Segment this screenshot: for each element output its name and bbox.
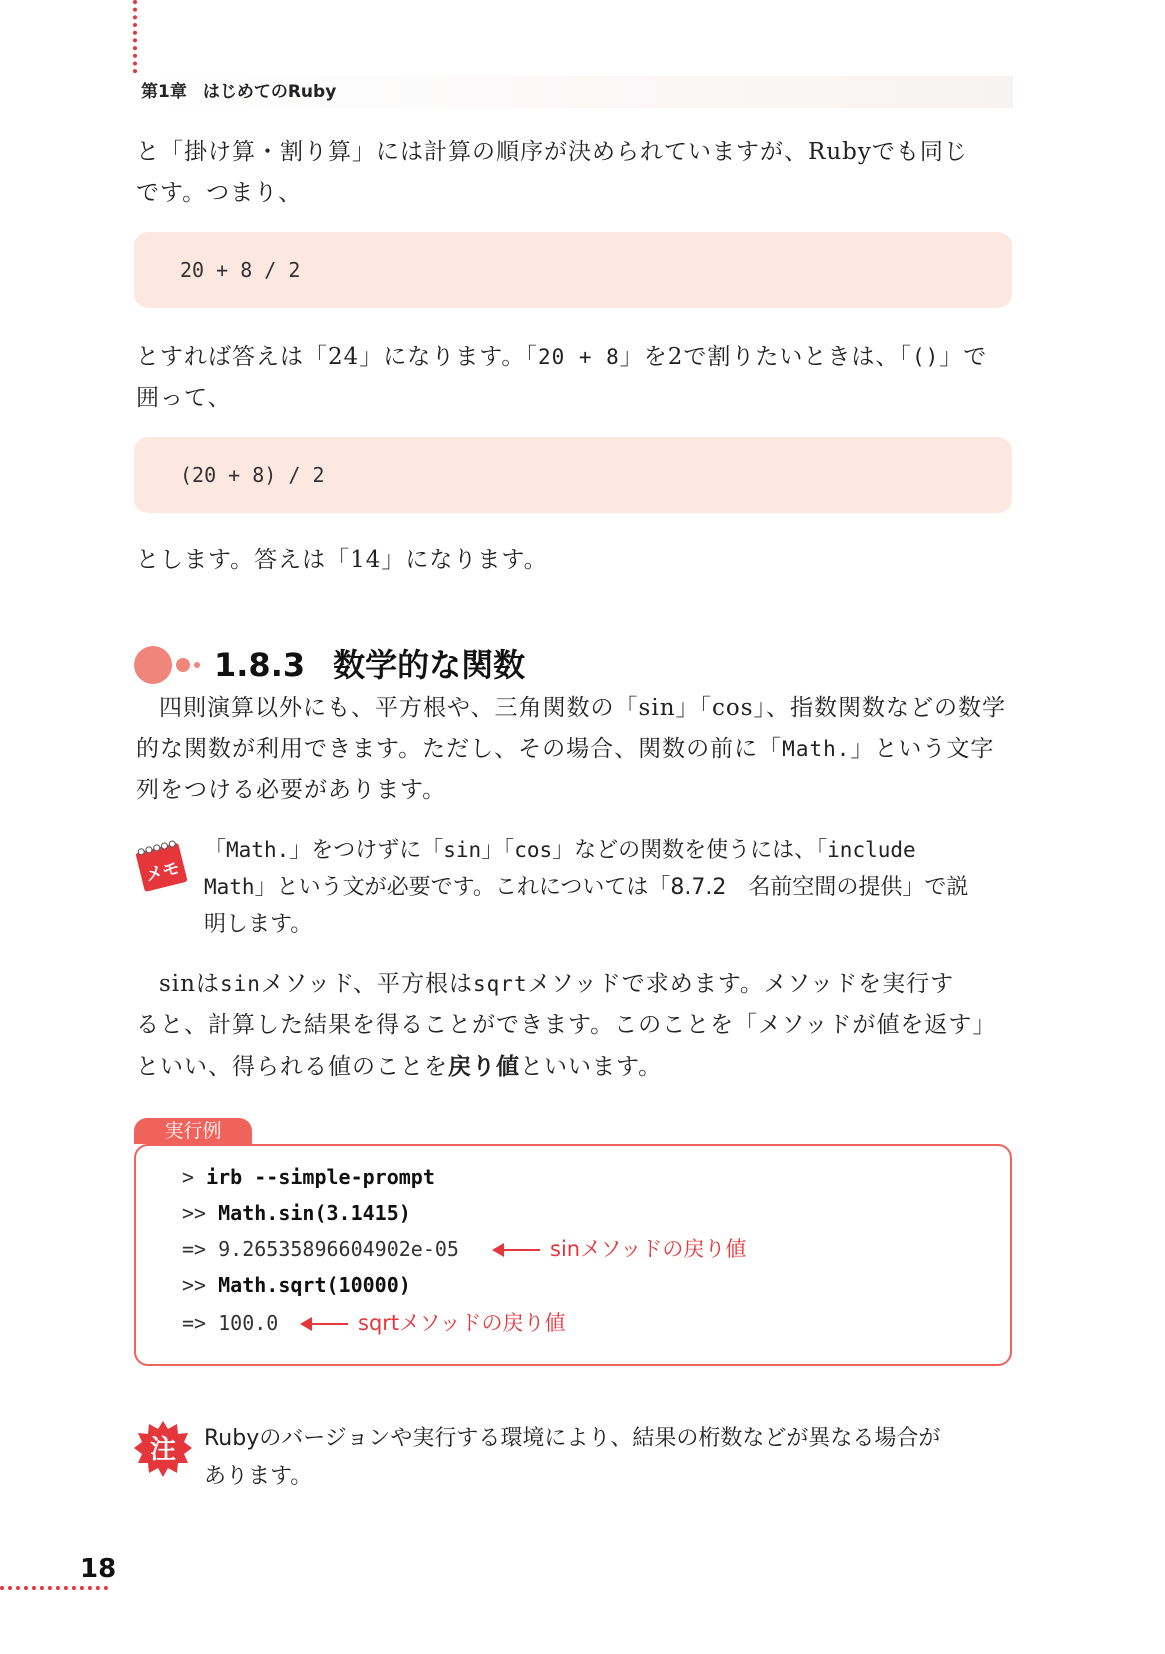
text-line: 明します。	[204, 912, 313, 937]
arrow-left-icon	[494, 1249, 540, 1251]
text-line: Rubyのバージョンや実行する環境により、結果の桁数などが異なる場合が	[204, 1426, 941, 1451]
text-span: とすれば答えは「24」になります。「	[136, 344, 538, 370]
text-span: 」をつけずに「	[289, 838, 444, 863]
running-head	[133, 76, 1013, 108]
bold-term: 戻り値	[448, 1053, 520, 1080]
text-span: 」という文が必要です。これについては「8.7.2 名前空間の提供」で説	[254, 875, 969, 900]
paragraph-5	[136, 964, 1010, 1088]
text-line: と「掛け算・割り算」には計算の順序が決められていますが、Rubyでも同じ	[136, 139, 968, 165]
text-line	[204, 832, 1012, 869]
paragraph-4	[136, 688, 1010, 811]
prompt: >	[182, 1165, 207, 1189]
text-span: 」で	[939, 344, 988, 370]
section-number: 1.8.3	[214, 646, 306, 684]
example-line	[182, 1306, 278, 1340]
section-heading	[134, 640, 734, 690]
code-block-1: 20 + 8 / 2	[134, 232, 1012, 308]
annotation-text: sqrtメソッドの戻り値	[358, 1311, 566, 1335]
text-span: 」を2で割りたいときは、「	[619, 344, 912, 370]
output-value: 100.0	[218, 1311, 279, 1335]
example-tab-label: 実行例	[134, 1118, 252, 1144]
annotation-sin	[494, 1232, 746, 1266]
inline-code: sin	[443, 838, 482, 862]
paragraph-3: とします。答えは「14」になります。	[136, 547, 548, 573]
inline-code: sin	[219, 972, 261, 996]
text-span: sinは	[159, 971, 220, 997]
section-bullet-icon	[134, 646, 172, 684]
prompt: =>	[182, 1311, 219, 1335]
output-value: 9.26535896604902e-05	[218, 1237, 459, 1261]
memo-icon	[134, 837, 192, 897]
example-line	[182, 1196, 411, 1230]
text-line: 囲って、	[136, 385, 232, 411]
paragraph-1	[136, 132, 1010, 214]
chapter-number: 第1章	[141, 82, 187, 102]
example-box	[134, 1144, 1012, 1366]
text-line: ると、計算した結果を得ることができます。このことを「メソッドが値を返す」	[136, 1012, 997, 1038]
inline-code: include	[827, 838, 916, 862]
note-icon	[134, 1420, 192, 1478]
text-span: メソッドで求めます。メソッドを実行す	[527, 971, 955, 997]
inline-code: Math.	[782, 737, 851, 761]
text-span: メソッド、平方根は	[260, 971, 474, 997]
text-span: といいます。	[520, 1054, 663, 1080]
prompt: >>	[182, 1201, 219, 1225]
memo-box	[204, 832, 1012, 943]
bottom-dotted-rule	[0, 1586, 108, 1590]
inline-code: Math	[204, 875, 255, 899]
example-line	[182, 1232, 459, 1266]
input-code: Math.sqrt(10000)	[218, 1273, 411, 1297]
section-bullet-dot	[194, 662, 200, 668]
inline-code: Math.	[226, 838, 290, 862]
text-line	[136, 729, 1010, 770]
section-title	[214, 640, 525, 690]
paragraph-2	[136, 337, 1010, 419]
text-line: です。つまり、	[136, 180, 303, 206]
inline-code: ()	[911, 345, 940, 369]
annotation-text: sinメソッドの戻り値	[550, 1237, 747, 1261]
annotation-sqrt	[302, 1306, 565, 1340]
text-line	[136, 1046, 1010, 1088]
inline-code: 20 + 8	[537, 345, 620, 369]
input-code: Math.sin(3.1415)	[218, 1201, 411, 1225]
text-span: 」という文字	[850, 736, 995, 762]
inline-code: sqrt	[473, 972, 528, 996]
text-line	[136, 337, 1010, 378]
text-span: 「	[204, 838, 227, 863]
arrow-left-icon	[302, 1323, 348, 1325]
text-span: 」などの関数を使うには、「	[552, 838, 828, 863]
prompt: >>	[182, 1273, 219, 1297]
note-box	[204, 1420, 1012, 1496]
code-block-2: (20 + 8) / 2	[134, 437, 1012, 513]
prompt: =>	[182, 1237, 219, 1261]
page-number: 18	[80, 1554, 117, 1584]
input-code: irb --simple-prompt	[206, 1165, 435, 1189]
inline-code: cos	[514, 838, 553, 862]
note-icon-label: 注	[149, 1435, 177, 1465]
chapter-title: はじめてのRuby	[202, 82, 337, 102]
text-line	[136, 964, 1010, 1005]
example-line	[182, 1160, 435, 1194]
section-bullet-dot	[176, 658, 190, 672]
text-span: といい、得られる値のことを	[136, 1054, 448, 1080]
section-title-text: 数学的な関数	[333, 646, 526, 684]
text-span: 」「	[481, 838, 515, 863]
text-line: 四則演算以外にも、平方根や、三角関数の「sin」「cos」、指数関数などの数学	[159, 695, 1007, 721]
text-line	[204, 869, 1012, 906]
text-span: 的な関数が利用できます。ただし、その場合、関数の前に「	[136, 736, 783, 762]
example-line	[182, 1268, 411, 1302]
memo-icon-label: メモ	[143, 858, 182, 886]
text-line: あります。	[204, 1464, 313, 1489]
text-line: 列をつける必要があります。	[136, 777, 447, 803]
